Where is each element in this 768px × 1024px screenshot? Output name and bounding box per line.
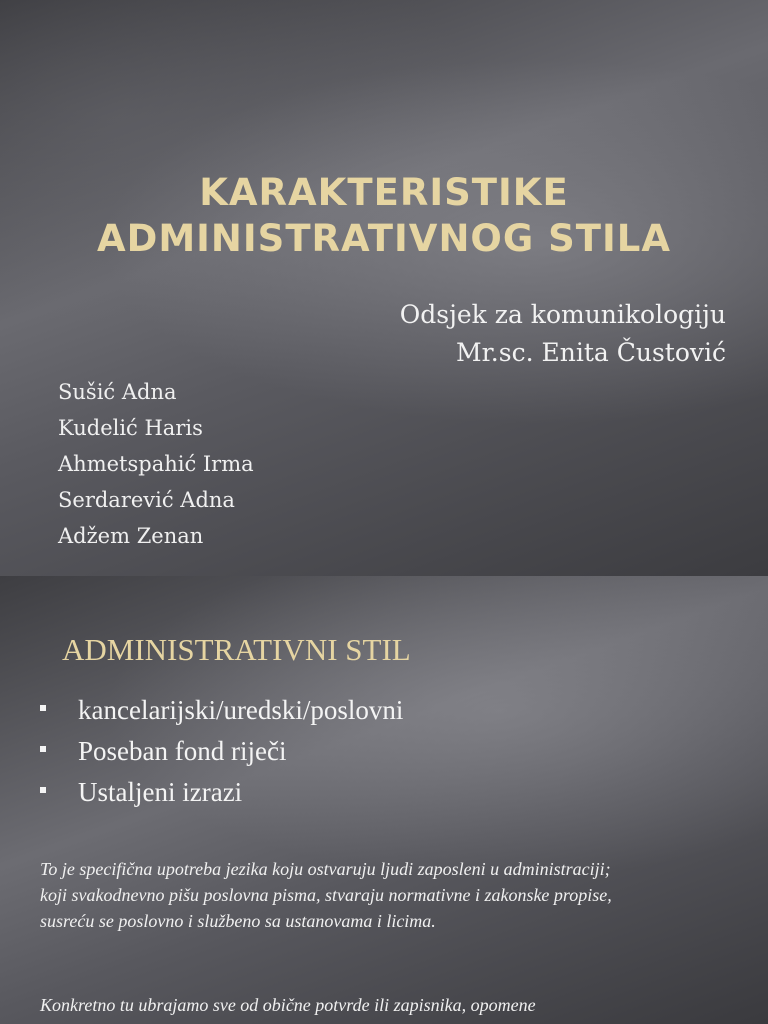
content-slide [0, 576, 768, 1024]
bullet-item [40, 772, 403, 813]
author-name: Serdarević Adna [58, 488, 235, 512]
lecturer-name: Mr.sc. Enita Čustović [456, 338, 726, 367]
department-name: Odsjek za komunikologiju [399, 300, 726, 329]
bullet-item [40, 690, 403, 731]
square-bullet-icon [40, 787, 46, 793]
bullet-item [40, 731, 403, 772]
bullet-text: Ustaljeni izrazi [78, 777, 243, 807]
definition-paragraph: To je specifična upotreba jezika koju ostvaruju ljudi zaposleni u administraciji; koji svakodnevno pišu poslovna pisma, stvaraju normativne i zakonske propise, susreću se poslovno i službeno sa ustanovama i licima. [40, 859, 612, 931]
slide-title [0, 170, 768, 262]
bullet-list [40, 690, 403, 813]
bullet-text: Poseban fond riječi [78, 736, 287, 766]
author-name: Ahmetspahić Irma [58, 452, 254, 476]
slide-title-line-2: ADMINISTRATIVNOG STILA [97, 217, 671, 260]
author-name: Adžem Zenan [58, 524, 204, 548]
author-name: Sušić Adna [58, 380, 177, 404]
bullet-text: kancelarijski/uredski/poslovni [78, 695, 404, 725]
slide-title-line-1: KARAKTERISTIKE [199, 171, 569, 214]
slide-subtitle [400, 296, 726, 372]
examples-paragraph: Konkretno tu ubrajamo sve od obične potvrde ili zapisnika, opomene [40, 995, 536, 1015]
square-bullet-icon [40, 746, 46, 752]
author-list [58, 374, 254, 554]
section-heading: ADMINISTRATIVNI STIL [62, 632, 411, 667]
square-bullet-icon [40, 705, 46, 711]
author-name: Kudelić Haris [58, 416, 203, 440]
